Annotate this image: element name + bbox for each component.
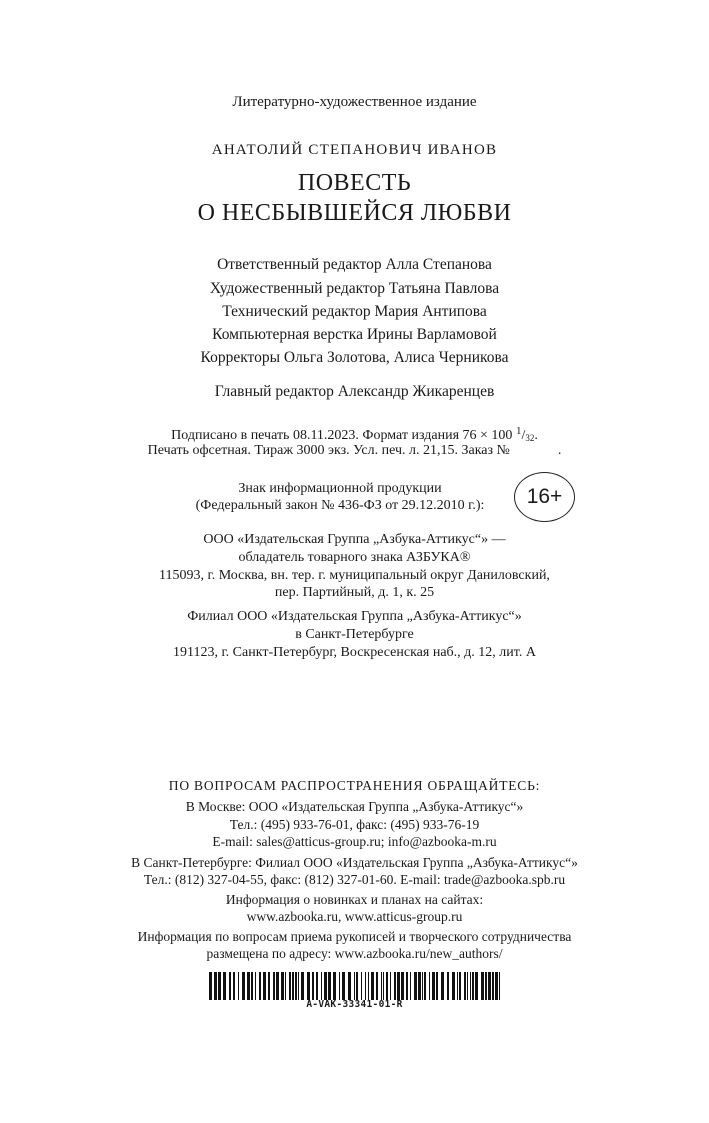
distribution-heading: ПО ВОПРОСАМ РАСПРОСТРАНЕНИЯ ОБРАЩАЙТЕСЬ: [168,778,541,793]
barcode-bar [342,972,345,1000]
print-run-text: Печать офсетная. Тираж 3000 экз. Усл. печ. л. 21,15. Заказ № [147,443,510,458]
barcode-bar [223,972,226,1000]
barcode-bar [472,972,474,1000]
barcode-bar [348,972,351,1000]
distribution-line: Информация о новинках и планах на сайтах: [225,892,484,907]
barcode-bar [470,972,471,1000]
staff-line: Компьютерная верстка Ирины Варламовой [212,326,497,343]
barcode-bar [424,972,426,1000]
barcode-bar [464,972,466,1000]
barcode-bar [268,972,270,1000]
author-name: АНАТОЛИЙ СТЕПАНОВИЧ ИВАНОВ [211,142,498,158]
barcode-bar [495,972,498,1000]
barcode-bar [229,972,231,1000]
barcode-bar [263,972,266,1000]
barcode-bar [247,972,250,1000]
publisher-line: ООО «Издательская Группа „Азбука-Аттикус“» — [203,532,506,547]
barcode-bar [485,972,487,1000]
print-info-line-2 [0,443,709,459]
barcode-bar [371,972,374,1000]
barcode-bar [361,972,362,1000]
barcode-bar [414,972,417,1000]
barcode-bar [422,972,423,1000]
barcode-bar [292,972,294,1000]
barcode-bars [209,972,503,1000]
book-title-line-1: ПОВЕСТЬ [297,170,412,196]
barcode-bar [356,972,358,1000]
barcode-bar [365,972,366,1000]
distribution-line: В Санкт-Петербурге: Филиал ООО «Издательская Группа „Азбука-Аттикус“» [131,855,578,870]
publisher-line: в Санкт-Петербурге [295,627,414,642]
barcode-bar [418,972,421,1000]
staff-line: Художественный редактор Татьяна Павлова [209,280,500,297]
barcode-bar [273,972,275,1000]
barcode-bar [432,972,435,1000]
barcode-bar [316,972,318,1000]
print-info-line-1: Подписано в печать 08.11.2023. Формат издания 76 × 100 $^1/_{32}$. [171,425,538,443]
barcode-bar [441,972,444,1000]
barcode-bar [328,972,331,1000]
distribution-line: размещена по адресу: www.azbooka.ru/new_authors/ [206,946,503,961]
barcode-code: A-VAK-33341-01-R [306,999,403,1010]
distribution-line: В Москве: ООО «Издательская Группа „Азбука-Аттикус“» [185,799,524,814]
barcode-bar [285,972,286,1000]
print-format-text: Подписано в печать 08.11.2023. Формат издания 76 × 100 [171,428,516,443]
book-title-line-2: О НЕСБЫВШЕЙСЯ ЛЮБВИ [197,200,512,226]
barcode-bar [324,972,327,1000]
chief-editor: Главный редактор Александр Жикаренцев [214,383,495,400]
barcode-bar [376,972,378,1000]
barcode-bar [301,972,304,1000]
publisher-line: пер. Партийный, д. 1, к. 25 [274,585,435,600]
barcode-bar [321,972,322,1000]
barcode-bar [475,972,478,1000]
distribution-line: www.azbooka.ru, www.atticus-group.ru [246,909,463,924]
barcode-bar [457,972,458,1000]
staff-line: Ответственный редактор Алла Степанова [217,256,492,273]
barcode-bar [429,972,430,1000]
publisher-line: обладатель товарного знака АЗБУКА® [238,550,471,565]
barcode-bar [410,972,411,1000]
publisher-line: 115093, г. Москва, вн. тер. г. муниципальный округ Даниловский, [159,568,550,583]
barcode-bar [214,972,217,1000]
publisher-line: Филиал ООО «Издательская Группа „Азбука-Аттикус“» [187,609,522,624]
barcode-bar [289,972,291,1000]
publisher-line: 191123, г. Санкт-Петербург, Воскресенская наб., д. 12, лит. А [173,645,536,660]
distribution-line: Информация по вопросам приема рукописей и творческого сотрудничества [137,929,572,944]
fraction-denominator: 32 [525,433,535,443]
barcode-bar [381,972,382,1000]
barcode-bar [276,972,279,1000]
barcode-bar [481,972,484,1000]
barcode-bar [333,972,336,1000]
info-sign-line-2: (Федеральный закон № 436-ФЗ от 29.12.2010 г.): [195,498,485,513]
distribution-line: Тел.: (812) 327-04-55, факс: (812) 327-01-60. E-mail: trade@azbooka.spb.ru [143,872,566,887]
barcode-bar [209,972,212,1000]
barcode-bar [259,972,261,1000]
distribution-line: E-mail: sales@atticus-group.ru; info@azbooka-m.ru [212,834,497,849]
barcode-bar [298,972,299,1000]
barcode-bar [492,972,494,1000]
barcode-bar [281,972,284,1000]
barcode-bar [467,972,468,1000]
print-line1-end: . [534,428,538,443]
barcode-bar [307,972,310,1000]
barcode-bar [436,972,438,1000]
series-note: Литературно-художественное издание [232,94,477,110]
barcode-bar [386,972,388,1000]
barcode-bar [368,972,369,1000]
barcode-bar [499,972,500,1000]
staff-line: Технический редактор Мария Антипова [222,303,487,320]
barcode-image [209,972,503,1000]
barcode-bar [447,972,449,1000]
barcode-bar [354,972,355,1000]
barcode-bar [233,972,235,1000]
barcode-bar [218,972,221,1000]
info-sign-text [170,480,510,514]
barcode-bar [251,972,253,1000]
info-sign-line-1: Знак информационной продукции [238,481,442,496]
barcode-bar [394,972,396,1000]
barcode-bar [255,972,256,1000]
barcode-bar [488,972,491,1000]
barcode-bar [406,972,408,1000]
barcode-bar [390,972,391,1000]
age-rating-badge: 16+ [514,472,575,522]
barcode-bar [397,972,400,1000]
barcode-bar [238,972,239,1000]
barcode-bar [339,972,340,1000]
barcode-bar [295,972,297,1000]
fraction-numerator: 1 [515,425,522,437]
barcode-bar [401,972,404,1000]
staff-line: Корректоры Ольга Золотова, Алиса Черникова [200,349,509,366]
barcode-bar [242,972,245,1000]
distribution-line: Тел.: (495) 933-76-01, факс: (495) 933-76-19 [229,817,480,832]
print-line2-end: . [557,443,562,458]
barcode-bar [452,972,455,1000]
barcode-bar [459,972,461,1000]
barcode-bar [383,972,384,1000]
barcode-bar [312,972,314,1000]
